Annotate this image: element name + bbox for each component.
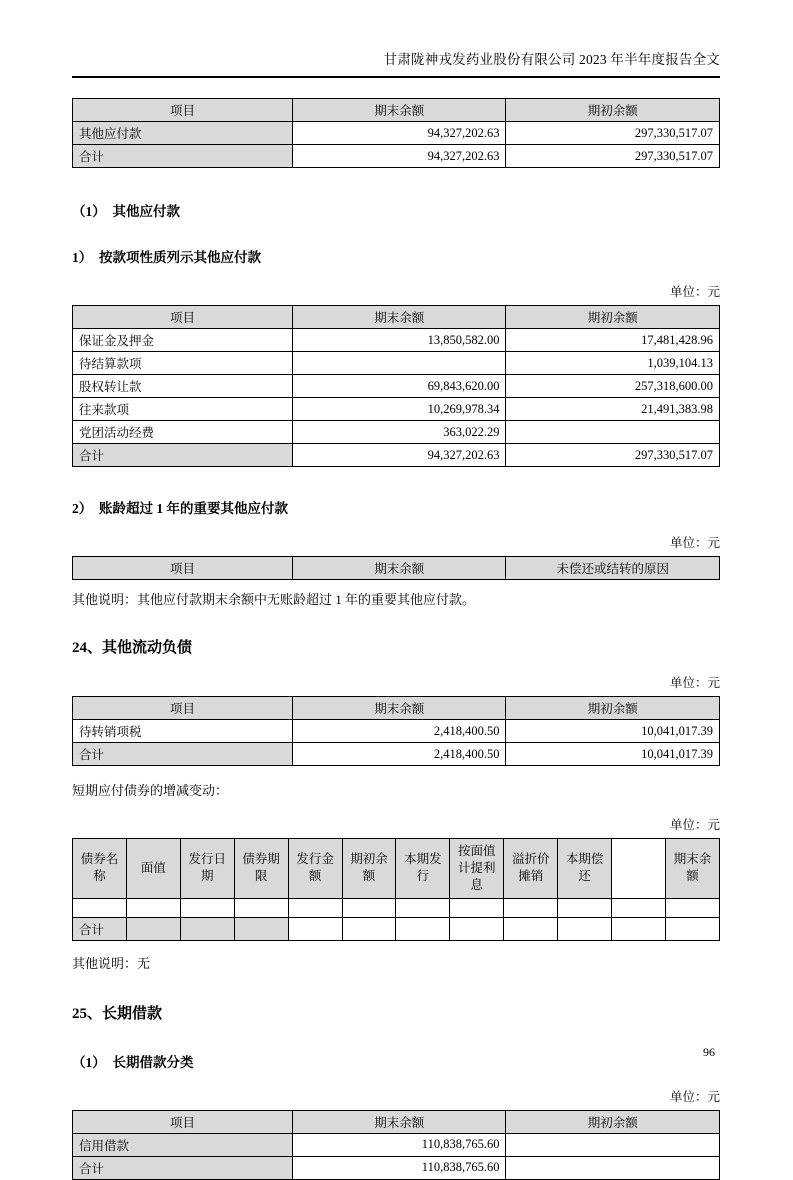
opening-balance: 1,039,104.13 xyxy=(506,352,720,375)
table-cell xyxy=(126,898,180,917)
unit-label: 单位：元 xyxy=(669,536,720,550)
column-header-blank xyxy=(612,839,666,899)
column-header: 期末余额 xyxy=(292,99,506,122)
row-label: 保证金及押金 xyxy=(73,329,293,352)
table-cell xyxy=(504,898,558,917)
opening-balance: 10,041,017.39 xyxy=(506,743,720,766)
table-header-row xyxy=(73,1110,720,1133)
column-header: 溢折价摊销 xyxy=(504,839,558,899)
table-cell xyxy=(342,917,396,940)
column-header: 期末余额 xyxy=(665,839,719,899)
column-header: 债券名称 xyxy=(73,839,127,899)
other-note: 其他说明：其他应付款期末余额中无账龄超过 1 年的重要其他应付款。 xyxy=(72,592,476,607)
column-header: 项目 xyxy=(73,697,293,720)
column-header: 债券期限 xyxy=(234,839,288,899)
column-header: 期初余额 xyxy=(506,1110,720,1133)
column-header: 项目 xyxy=(73,1110,293,1133)
table-cell xyxy=(342,898,396,917)
column-header: 面值 xyxy=(126,839,180,899)
ending-balance: 363,022.29 xyxy=(292,421,506,444)
bond-change-intro: 短期应付债券的增减变动： xyxy=(72,783,229,798)
column-header: 期初余额 xyxy=(506,306,720,329)
other-current-liabilities-table xyxy=(72,696,720,766)
ending-balance: 2,418,400.50 xyxy=(292,743,506,766)
column-header: 期初余额 xyxy=(506,697,720,720)
unit-label: 单位：元 xyxy=(669,676,720,690)
opening-balance: 297,330,517.07 xyxy=(506,122,720,145)
row-label: 待转销项税 xyxy=(73,720,293,743)
ending-balance: 2,418,400.50 xyxy=(292,720,506,743)
table-cell xyxy=(612,898,666,917)
ending-balance xyxy=(292,352,506,375)
ending-balance: 94,327,202.63 xyxy=(292,444,506,467)
unit-label: 单位：元 xyxy=(669,285,720,299)
table-cell xyxy=(234,917,288,940)
opening-balance: 297,330,517.07 xyxy=(506,145,720,168)
table-cell xyxy=(558,917,612,940)
long-term-loans-table xyxy=(72,1110,720,1180)
page-number: 96 xyxy=(703,1045,715,1059)
ending-balance: 10,269,978.34 xyxy=(292,398,506,421)
table-cell xyxy=(73,898,127,917)
short-term-bonds-table xyxy=(72,838,720,941)
table-cell xyxy=(665,917,719,940)
opening-balance xyxy=(506,1156,720,1179)
table-cell xyxy=(504,917,558,940)
table-cell xyxy=(450,898,504,917)
table-header-row xyxy=(73,306,720,329)
column-header: 项目 xyxy=(73,557,293,580)
opening-balance xyxy=(506,1133,720,1156)
column-header: 按面值计提利息 xyxy=(450,839,504,899)
heading-by-nature: 1） 按款项性质列示其他应付款 xyxy=(72,250,261,265)
table-cell xyxy=(234,898,288,917)
table-cell xyxy=(180,898,234,917)
table-cell xyxy=(180,917,234,940)
table-row xyxy=(73,329,720,352)
other-payables-summary-table xyxy=(72,98,720,168)
unit-label: 单位：元 xyxy=(669,1089,720,1104)
table-cell xyxy=(288,898,342,917)
column-header: 发行日期 xyxy=(180,839,234,899)
opening-balance: 21,491,383.98 xyxy=(506,398,720,421)
row-label: 合计 xyxy=(73,917,127,940)
opening-balance: 17,481,428.96 xyxy=(506,329,720,352)
column-header: 期初余额 xyxy=(506,99,720,122)
table-cell xyxy=(396,917,450,940)
ending-balance: 94,327,202.63 xyxy=(292,122,506,145)
row-label: 其他应付款 xyxy=(73,122,293,145)
table-cell xyxy=(665,898,719,917)
column-header: 发行金额 xyxy=(288,839,342,899)
column-header: 本期偿还 xyxy=(558,839,612,899)
table-cell xyxy=(612,917,666,940)
aged-payables-table xyxy=(72,556,720,580)
ending-balance: 69,843,620.00 xyxy=(292,375,506,398)
other-payables-by-nature-table xyxy=(72,305,720,467)
table-cell xyxy=(450,917,504,940)
document-header xyxy=(72,0,720,78)
table-header-row xyxy=(73,839,720,899)
heading-long-term-loans: 25、长期借款 xyxy=(72,1005,163,1022)
table-row xyxy=(73,398,720,421)
bond-other-note: 其他说明：无 xyxy=(72,955,151,971)
column-header: 项目 xyxy=(73,306,293,329)
column-header: 期末余额 xyxy=(292,1110,506,1133)
row-label: 股权转让款 xyxy=(73,375,293,398)
table-row xyxy=(73,898,720,917)
heading-other-current-liabilities: 24、其他流动负债 xyxy=(72,640,193,656)
row-label: 信用借款 xyxy=(73,1133,293,1156)
table-row xyxy=(73,352,720,375)
table-row xyxy=(73,421,720,444)
table-cell xyxy=(126,917,180,940)
opening-balance: 10,041,017.39 xyxy=(506,720,720,743)
table-header-row xyxy=(73,557,720,580)
heading-aged-over-1-year: 2） 账龄超过 1 年的重要其他应付款 xyxy=(72,501,288,516)
document-title: 甘肃陇神戎发药业股份有限公司 2023 年半年度报告全文 xyxy=(383,52,720,67)
column-header: 期末余额 xyxy=(292,697,506,720)
row-label: 合计 xyxy=(73,743,293,766)
column-header: 未偿还或结转的原因 xyxy=(506,557,720,580)
unit-label: 单位：元 xyxy=(669,818,720,832)
column-header: 项目 xyxy=(73,99,293,122)
column-header: 本期发行 xyxy=(396,839,450,899)
row-label: 待结算款项 xyxy=(73,352,293,375)
opening-balance: 297,330,517.07 xyxy=(506,444,720,467)
table-cell xyxy=(396,898,450,917)
ending-balance: 13,850,582.00 xyxy=(292,329,506,352)
table-cell xyxy=(288,917,342,940)
heading-other-payables: （1） 其他应付款 xyxy=(72,204,180,219)
table-cell xyxy=(558,898,612,917)
table-row-total xyxy=(73,917,720,940)
table-row-total xyxy=(73,1156,720,1179)
opening-balance: 257,318,600.00 xyxy=(506,375,720,398)
opening-balance xyxy=(506,421,720,444)
table-row-total xyxy=(73,743,720,766)
table-header-row xyxy=(73,99,720,122)
table-row xyxy=(73,375,720,398)
heading-loan-classification: （1） 长期借款分类 xyxy=(72,1054,194,1070)
ending-balance: 110,838,765.60 xyxy=(292,1156,506,1179)
row-label: 合计 xyxy=(73,145,293,168)
table-row xyxy=(73,1133,720,1156)
column-header: 期末余额 xyxy=(292,306,506,329)
row-label: 合计 xyxy=(73,1156,293,1179)
row-label: 合计 xyxy=(73,444,293,467)
table-row xyxy=(73,720,720,743)
column-header: 期末余额 xyxy=(292,557,506,580)
column-header: 期初余额 xyxy=(342,839,396,899)
row-label: 党团活动经费 xyxy=(73,421,293,444)
table-row-total xyxy=(73,145,720,168)
row-label: 往来款项 xyxy=(73,398,293,421)
ending-balance: 94,327,202.63 xyxy=(292,145,506,168)
ending-balance: 110,838,765.60 xyxy=(292,1133,506,1156)
table-row xyxy=(73,122,720,145)
table-header-row xyxy=(73,697,720,720)
table-row-total xyxy=(73,444,720,467)
